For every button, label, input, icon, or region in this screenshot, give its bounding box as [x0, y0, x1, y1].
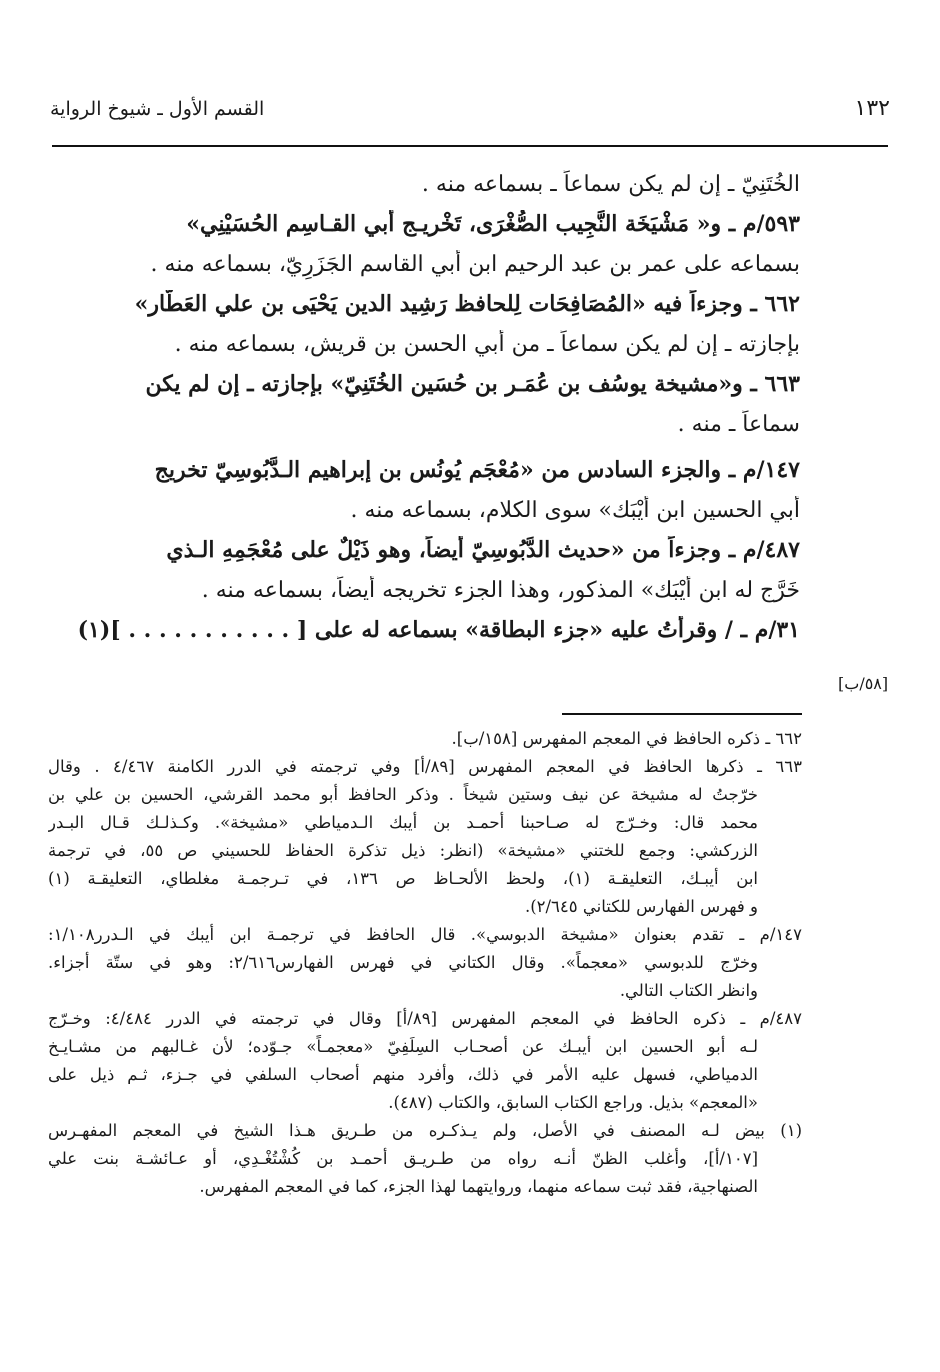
footnotes [48, 726, 802, 1202]
entry-487-line: ٤٨٧/م ـ وجزءاً من «حديث الدَّبُوسِيّ أيضاً، وهو ذَيْلٌ على مُعْجَمِهِ الـذي [166, 537, 800, 563]
running-header [50, 96, 890, 132]
footnote-line: «المعجم» بذيل. وراجع الكتاب السابق، والكتاب (٤٨٧). [388, 1093, 758, 1112]
footnote-line: و فهرس الفهارس للكتاني ٢/٦٤٥). [524, 897, 758, 916]
footnote-line: الزركشي: وجمع للختني «مشيخة» (انظر: ذيل تذكرة الحفاظ للحسيني ص ٥٥، في ترجمة [48, 841, 758, 860]
entry-593-line: ٥٩٣/م ـ و« مَشْيَخَة النَّجِيب الصُّغْرَى، تَخْريـج أبي القـاسِم الحُسَيْنِي» [186, 211, 800, 237]
footnote-487 [48, 1006, 802, 1118]
footnote-line: ٤٨٧/م ـ ذكره الحافظ في المعجم المفهرس [٨٩/أ] وقال في ترجمته في الدرر ٤/٤٨٤: وخـرّج [48, 1009, 802, 1028]
footnote-1 [48, 1118, 802, 1202]
header-rule [52, 145, 888, 147]
footnote-line: الصنهاجية، فقد ثبت سماعه منهما، وروايتهما لهذا الجزء، كما في المعجم المفهرس. [199, 1177, 758, 1196]
entry-662-line: ٦٦٢ ـ وجزءاً فيه «المُصَافِحَات لِلحافظ رَشِيد الدين يَحْيَى بن علي العَطَّار» [134, 291, 800, 317]
main-line: أبي الحسين ابن أَيْبَك» سوى الكلام، بسماعه منه . [350, 498, 800, 523]
footnote-663 [48, 754, 802, 922]
footnote-line: الدمياطي، فسهل عليه الأمر في ذلك، وأفرد منهم أصحاب السلفي في جـزء، ثـم ذيل على [48, 1065, 758, 1084]
footnote-line: ٦٦٢ ـ ذكره الحافظ في المعجم المفهرس [١٥٨/ب]. [451, 729, 802, 748]
entry-663-line: ٦٦٣ ـ و«مشيخة يوسُف بن عُمَـر بن حُسَين الخُتَنِيّ» بإجازته ـ إن لم يكن [145, 371, 800, 397]
main-line: خَرَّج له ابن أَيْبَك» المذكور، وهذا الجزء تخريجه أيضاً، بسماعه منه . [201, 578, 800, 603]
main-line: سماعاً ـ منه . [677, 412, 800, 437]
main-line: بسماعه على عمر بن عبد الرحيم ابن أبي القاسم الجَزَرِيّ، بسماعه منه . [150, 252, 800, 277]
footnote-line: وخرّج للدبوسي «معجماً». وقال الكتاني في فهرس الفهارس٢/٦١٦: وهو في ستّة أجزاء. [48, 953, 758, 972]
entry-147-line: ١٤٧/م ـ والجزء السادس من «مُعْجَم يُونُس بن إبراهيم الـدَّبُوسِيّ تخريج [154, 457, 800, 483]
footnote-line: (١) بيض لـه المصنف في الأصل، ولم يـذكـره من طـريق هـذا الشيخ في المعجم المفهـرس [48, 1121, 802, 1140]
footnote-line: لـه أبو الحسين ابن أيبـك عن أصحـاب السِلَفِيّ «معجمـاً» جـوّده؛ لأن غـالبهم من مشـايـخ [48, 1037, 758, 1056]
footnote-662 [48, 726, 802, 754]
footnote-line: وانظر الكتاب التالي. [619, 981, 758, 1000]
footnote-line: [١٠٧/أ]، وأغلب الظنّ أنـه رواه من طـريـق أحمـد بن كُشْتُغْـدِي، أو عـائشـة بنت علي [48, 1149, 758, 1168]
footnote-line: ابن أيبـك، التعليقـة (١)، ولحظ الألحـاظ ص ١٣٦، في تـرجمـة مغلطاي، التعليقـة (١) [48, 869, 758, 888]
footnote-line: خرّجتُ له مشيخة عن نيف وستين شيخاً . وذكر الحافظ أبو محمد القرشي، الحسين بن علي بن [48, 785, 758, 804]
main-line: بإجازته ـ إن لم يكن سماعاً ـ من أبي الحسن بن قريش، بسماعه منه . [174, 332, 800, 357]
footnote-line: ١٤٧/م ـ تقدم بعنوان «مشيخة الدبوسي». قال الحافظ في ترجمـة ابن أيبك في الـدرر١/١٠٨: [48, 925, 802, 944]
margin-folio-note: [٥٨/ب] [838, 674, 889, 693]
footnote-separator [562, 713, 802, 715]
footnote-line: محمد قال: وخـرّج له صـاحبنا أحمـد بن أيبك الـدمياطي «مشيخة». وكـذلـك قـال البـدر [48, 813, 758, 832]
main-line: الخُتَنِيّ ـ إن لم يكن سماعاً ـ بسماعه منه . [421, 172, 800, 197]
main-text [48, 170, 800, 656]
footnote-line: ٦٦٣ ـ ذكرها الحافظ في المعجم المفهرس [٨٩/أ] وفي ترجمته في الدرر الكامنة ٤/٤٦٧ . وقال [48, 757, 802, 776]
entry-31-line: ٣١/م ـ / وقرأتُ عليه «جزء البطاقة» بسماعه له على [ . . . . . . . . . . . ](١) [77, 617, 800, 643]
footnote-147 [48, 922, 802, 1006]
running-title: القسم الأول ـ شيوخ الرواية [50, 98, 265, 120]
page-number: ١٣٢ [854, 96, 890, 121]
